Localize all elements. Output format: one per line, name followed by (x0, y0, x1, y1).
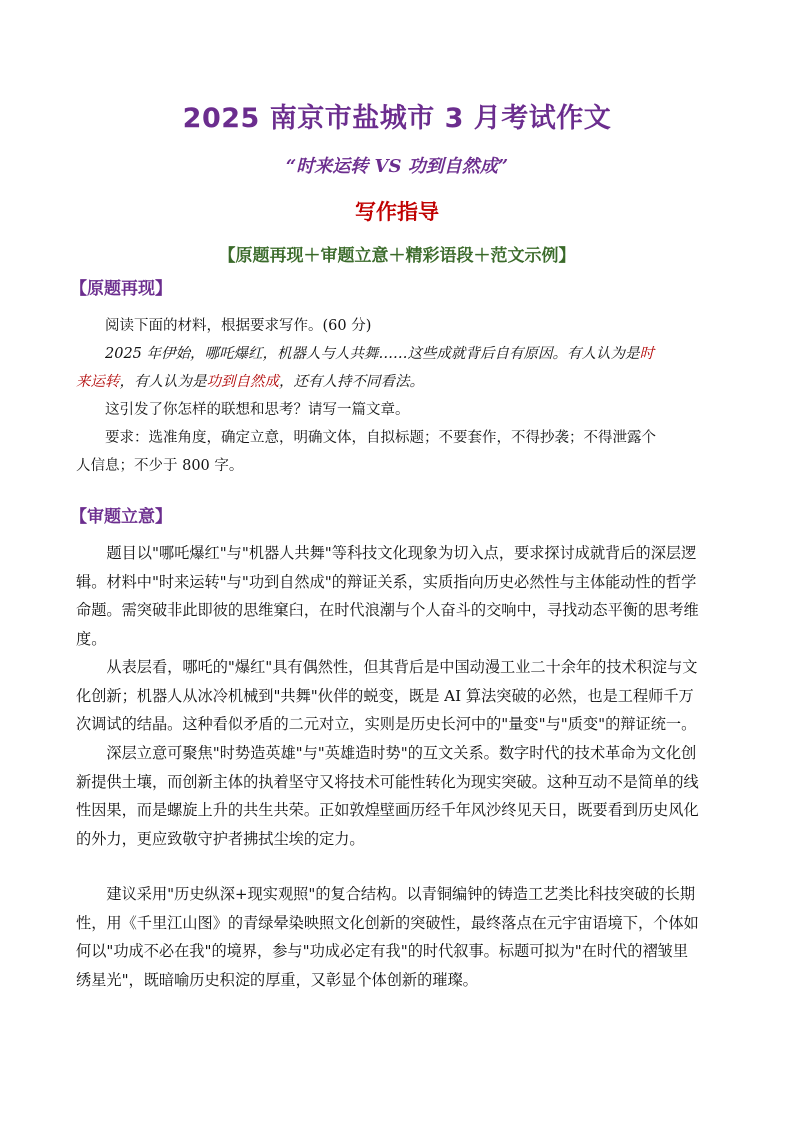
paragraph-line: 化创新；机器人从冰冷机械到"共舞"伙伴的蜕变，既是 AI 算法突破的必然，也是工程师千万 (76, 686, 694, 705)
paragraph-line: 从表层看，哪吒的"爆红"具有偶然性，但其背后是中国动漫工业二十余年的技术积淀与文 (106, 658, 698, 676)
paragraph-line: 何以"功成不必在我"的境界，参与"功成必定有我"的时代叙事。标题可拟为"在时代的褶皱里 (76, 942, 689, 960)
material-highlight: 功到自然成 (206, 374, 279, 390)
paragraph-line: 的外力，更应致敬守护者拂拭尘埃的定力。 (76, 829, 365, 848)
instruction-text: 阅读下面的材料，根据要求写作。(60 分) (105, 318, 372, 334)
paragraph-line: 命题。需突破非此即彼的思维窠臼，在时代浪潮与个人奋斗的交响中，寻找动态平衡的思考维 (76, 601, 699, 619)
paragraph-line: 绣星光"，既暗喻历史积淀的厚重，又彰显个体创新的璀璨。 (76, 970, 478, 989)
material-text: ，还有人持不同看法。 (279, 374, 424, 390)
writing-guide-label: 写作指导 (355, 200, 439, 224)
paragraph-line: 深层立意可聚焦"时势造英雄"与"英雄造时势"的互文关系。数字时代的技术革命为文化创 (106, 744, 697, 762)
material-line-1 (76, 340, 722, 368)
requirement-line-2: 人信息；不少于 800 字。 (76, 458, 244, 474)
paragraph-line: 度。 (76, 629, 107, 648)
analysis-paragraph-4 (76, 880, 722, 994)
document-subtitle: “时来运转 VS 功到自然成” (285, 156, 509, 177)
material-text: ，有人认为是 (119, 374, 207, 390)
structure-label: 【原题再现＋审题立意＋精彩语段＋范文示例】 (218, 246, 576, 266)
original-prompt-block (76, 312, 722, 480)
material-highlight: 来运转 (76, 374, 120, 390)
requirement-line-1: 要求：选准角度，确定立意，明确文体，自拟标题；不要套作，不得抄袭；不得泄露个 (105, 430, 656, 446)
document-title: 2025 南京市盐城市 3 月考试作文 (182, 103, 612, 134)
material-line-2 (76, 368, 722, 396)
material-text: 2025 年伊始，哪吒爆红，机器人与人共舞……这些成就背后自有原因。有人认为是 (105, 346, 640, 362)
paragraph-line: 性因果，而是螺旋上升的共生共荣。正如敦煌壁画历经千年风沙终见天日，既要看到历史风化 (76, 801, 699, 819)
section-heading-analysis: 【审题立意】 (70, 507, 172, 527)
analysis-paragraph-2 (76, 653, 722, 739)
paragraph-line: 题目以"哪吒爆红"与"机器人共舞"等科技文化现象为切入点，要求探讨成就背后的深层逻 (106, 544, 697, 562)
paragraph-line: 辑。材料中"时来运转"与"功到自然成"的辩证关系，实质指向历史必然性与主体能动性的哲学 (76, 572, 697, 591)
analysis-paragraph-1 (76, 539, 722, 653)
paragraph-line: 性，用《千里江山图》的青绿晕染映照文化创新的突破性，最终落点在元宇宙语境下，个体如 (76, 913, 699, 932)
paragraph-line: 建议采用"历史纵深+现实观照"的复合结构。以青铜编钟的铸造工艺类比科技突破的长期 (106, 885, 696, 903)
section-heading-original: 【原题再现】 (70, 279, 172, 299)
prompt-text: 这引发了你怎样的联想和思考？请写一篇文章。 (105, 402, 410, 418)
analysis-paragraph-3 (76, 739, 722, 853)
material-highlight: 时 (639, 346, 655, 362)
paragraph-line: 次调试的结晶。这种看似矛盾的二元对立，实则是历史长河中的"量变"与"质变"的辩证统一。 (76, 715, 697, 733)
paragraph-line: 新提供土壤，而创新主体的执着坚守又将技术可能性转化为现实突破。这种互动不是简单的线 (76, 772, 699, 791)
